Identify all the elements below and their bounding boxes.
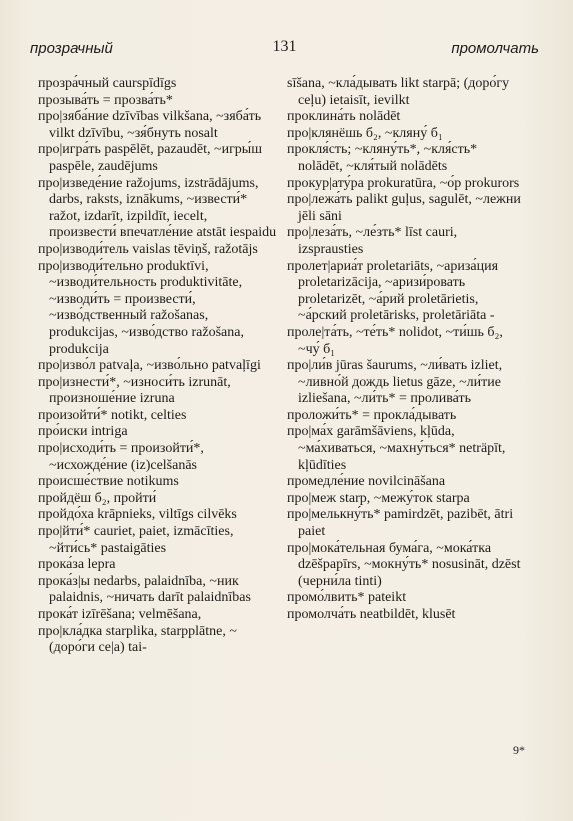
dictionary-entry: проложи́ть* = прокла́дывать [287, 407, 457, 423]
dictionary-entry: sīšana, ~кла́дывать likt starpā; (доро́гу ceļu) ietaisīt, ievilkt [287, 76, 510, 108]
dictionary-entry: прока́з|ы nedarbs, palaidnība, ~ник palaidnis, ~ничать darīt palaidnības [38, 573, 251, 606]
dictionary-entry: проле|та́ть, ~те́ть* nolidot, ~ти́шь б₂, ~чу́ б₁ [287, 324, 503, 357]
dictionary-entry: про́иски intriga [38, 424, 128, 440]
dictionary-entry: прока́т izīrēšana; velmēšana, [38, 607, 202, 622]
page-header [30, 38, 539, 60]
dictionary-entry: про|изво́л patvaļa, ~изво́льно patvaļīgi [38, 358, 261, 374]
dictionary-entry: прокля́сть; ~кляну́ть*, ~кля́сть* nolādēt, ~кля́тый nolādēts [287, 142, 478, 174]
dictionary-entry: пролет|ариа́т proletariāts, ~ариза́ция proletarizācija, ~аризи́ровать proletarizēt, ~а́рий proletārietis, ~а́рский proletārisks, proletāriāta - [287, 258, 499, 324]
dictionary-entry: проклина́ть nolādēt [287, 109, 401, 125]
left-column [38, 76, 278, 657]
dictionary-entry: прозыва́ть = прозва́ть* [38, 92, 173, 108]
dictionary-entry: про|зяба́ние dzīvības vilkšana, ~зяба́ть vilkt dzīvību, ~зя́бнуть nosalt [38, 109, 262, 141]
dictionary-entry: пройдёш б₂, пройти́ [38, 490, 157, 506]
dictionary-entry: промолча́ть neatbildēt, klusēt [287, 607, 456, 622]
dictionary-entry: промо́лвить* pateikt [287, 590, 407, 606]
dictionary-entry: происше́ствие notikums [38, 474, 179, 490]
dictionary-entry: про|исходи́ть = произойти́*, ~исхожде́ние (iz)celšanās [38, 441, 204, 473]
dictionary-entry: про|игра́ть paspēlēt, pazaudēt, ~игры́ш paspēle, zaudējums [38, 142, 262, 174]
dictionary-entry: про|изведе́ние ražojums, izstrādājums, darbs, raksts, iznākums, ~извести́* ražot, izdarīt, izpildīt, iecelt, произвести́ впечатле́ние atstāt iespaidu [38, 175, 277, 241]
dictionary-entry: прозра́чный caurspīdīgs [38, 76, 177, 91]
dictionary-entry: про|изнести́*, ~износи́ть izrunāt, произноше́ние izruna [38, 374, 231, 407]
page-number: 131 [272, 38, 297, 55]
dictionary-entry: про|лежа́ть palikt guļus, sagulēt, ~лежни jēli sāni [287, 192, 521, 224]
dictionary-entry: про|изводи́тель vaislas tēviņš, ražotājs [38, 241, 258, 257]
dictionary-entry: пройдо́ха krāpnieks, viltīgs cilvēks [38, 507, 237, 523]
dictionary-entry: про|кла́дка starplika, starpplātne, ~ (доро́ги ce|a) tai- [38, 623, 237, 656]
dictionary-entry: про|ма́х garāmšāviens, kļūda, ~ма́хиваться, ~махну́ться* neträpīt, kļūdīties [287, 424, 506, 473]
dictionary-entry: про|леза́ть, ~ле́зть* līst cauri, izsprausties [287, 225, 458, 257]
header-first-word: прозрачный [30, 40, 113, 57]
right-column [287, 76, 523, 624]
printer-signature: 9* [513, 743, 525, 757]
dictionary-entry: про|ли́в jūras šaurums, ~ли́вать izliet, ~ливно́й дождь lietus gāze, ~ли́тие izliešana, ~ли́ть* = пролива́ть [287, 358, 503, 407]
dictionary-entry: прокур|ату́ра prokuratūra, ~о́р prokurors [287, 175, 520, 191]
dictionary-entry: про|меж starp, ~межу́ток starpa [287, 490, 470, 506]
header-last-word: промолчать [451, 40, 539, 57]
dictionary-entry: про|йти́* cauriet, paiet, izmācīties, ~йти́сь* pastaigāties [38, 524, 234, 556]
dictionary-entry: про|мока́тельная бума́га, ~мока́тка dzēšpapīrs, ~мокну́ть* nosusināt, dzēst (черни́ла tinti) [287, 540, 521, 589]
dictionary-entry: прока́за lepra [38, 557, 116, 573]
dictionary-entry: произойти́* notikt, celties [38, 407, 187, 423]
dictionary-entry: про|мелькну́ть* pamirdzēt, pazibēt, ātri paiet [287, 507, 514, 540]
dictionary-entry: промедле́ние novilcināšana [287, 474, 446, 490]
dictionary-entry: про|клянёшь б₂, ~кляну́ б₁ [287, 125, 443, 141]
dictionary-entry: про|изводи́тельно produktīvi, ~изводи́тельность produktivitāte, ~изводи́ть = произвести́, ~изво́дственный ražošanas, produkcijas, ~изво́дство ražošana, produkcija [38, 258, 244, 357]
